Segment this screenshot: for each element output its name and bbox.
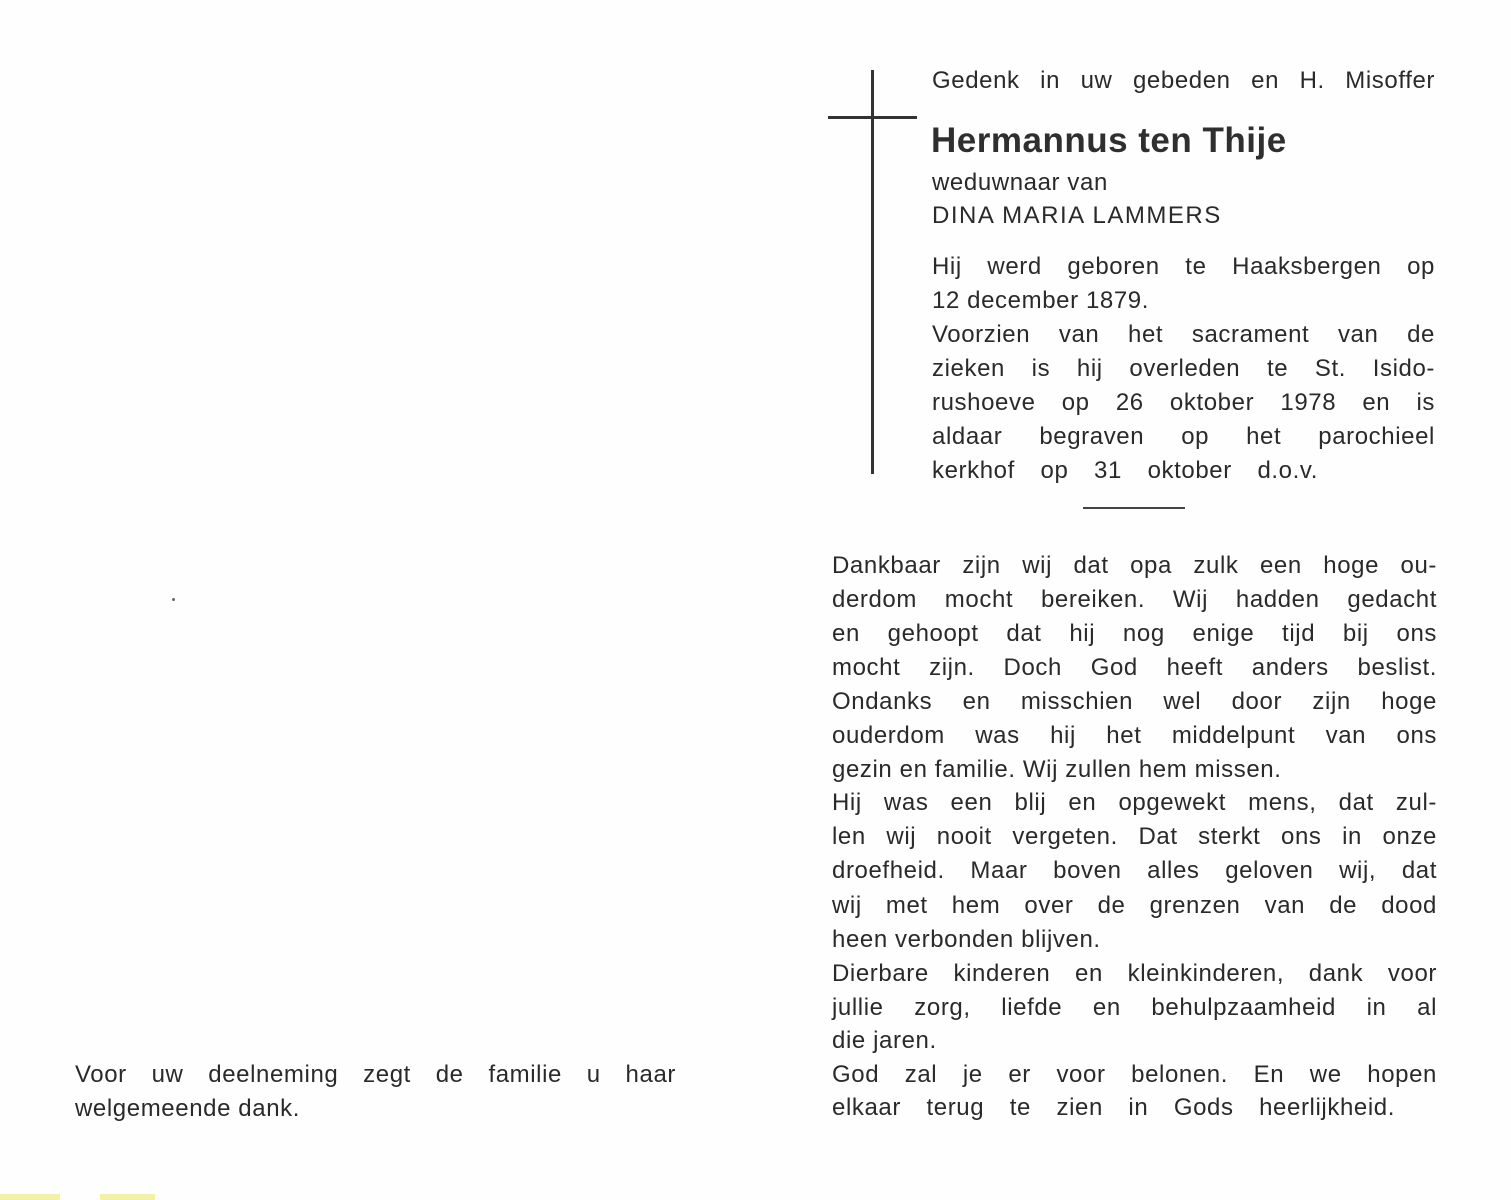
biography-line: kerkhof op 31 oktober d.o.v. <box>932 457 1318 484</box>
message-line: God zal je er voor belonen. En we hopen <box>832 1061 1437 1088</box>
message-line: derdom mocht bereiken. Wij hadden gedacht <box>832 586 1437 613</box>
paper-speck <box>172 598 175 601</box>
intro-text: Gedenk in uw gebeden en H. Misoffer <box>932 67 1435 94</box>
message-line: droefheid. Maar boven alles geloven wij, dat <box>832 857 1437 884</box>
biography-line: zieken is hij overleden te St. Isido- <box>932 355 1435 382</box>
message-line: Ondanks en misschien wel door zijn hoge <box>832 688 1437 715</box>
biography-line: rushoeve op 26 oktober 1978 en is <box>932 389 1435 416</box>
edge-mark <box>100 1194 155 1200</box>
message-line: mocht zijn. Doch God heeft anders beslist. <box>832 654 1437 681</box>
spouse-name: DINA MARIA LAMMERS <box>932 202 1222 229</box>
biography-line: 12 december 1879. <box>932 287 1150 314</box>
message-line: Dankbaar zijn wij dat opa zulk een hoge ou- <box>832 552 1437 579</box>
message-line: elkaar terug te zien in Gods heerlijkheid. <box>832 1094 1395 1121</box>
message-line: Dierbare kinderen en kleinkinderen, dank voor <box>832 960 1437 987</box>
message-line: gezin en familie. Wij zullen hem missen. <box>832 756 1282 783</box>
message-line: Hij was een blij en opgewekt mens, dat zul- <box>832 789 1437 816</box>
message-line: jullie zorg, liefde en behulpzaamheid in al <box>832 994 1437 1021</box>
message-line: die jaren. <box>832 1027 937 1054</box>
message-line: en gehoopt dat hij nog enige tijd bij ons <box>832 620 1437 647</box>
cross-icon-arm <box>828 116 917 119</box>
thanks-line: welgemeende dank. <box>75 1095 301 1122</box>
biography-line: aldaar begraven op het parochieel <box>932 423 1435 450</box>
message-line: ouderdom was hij het middelpunt van ons <box>832 722 1437 749</box>
thanks-line: Voor uw deelneming zegt de familie u haar <box>75 1061 676 1088</box>
biography-line: Voorzien van het sacrament van de <box>932 321 1435 348</box>
divider <box>1083 507 1185 509</box>
biography-line: Hij werd geboren te Haaksbergen op <box>932 253 1435 280</box>
deceased-name: Hermannus ten Thije <box>931 121 1287 160</box>
message-line: wij met hem over de grenzen van de dood <box>832 892 1437 919</box>
cross-icon <box>871 70 874 474</box>
message-line: heen verbonden blijven. <box>832 926 1101 953</box>
edge-mark <box>0 1194 60 1200</box>
widower-label: weduwnaar van <box>932 169 1108 196</box>
message-line: len wij nooit vergeten. Dat sterkt ons in onze <box>832 823 1437 850</box>
